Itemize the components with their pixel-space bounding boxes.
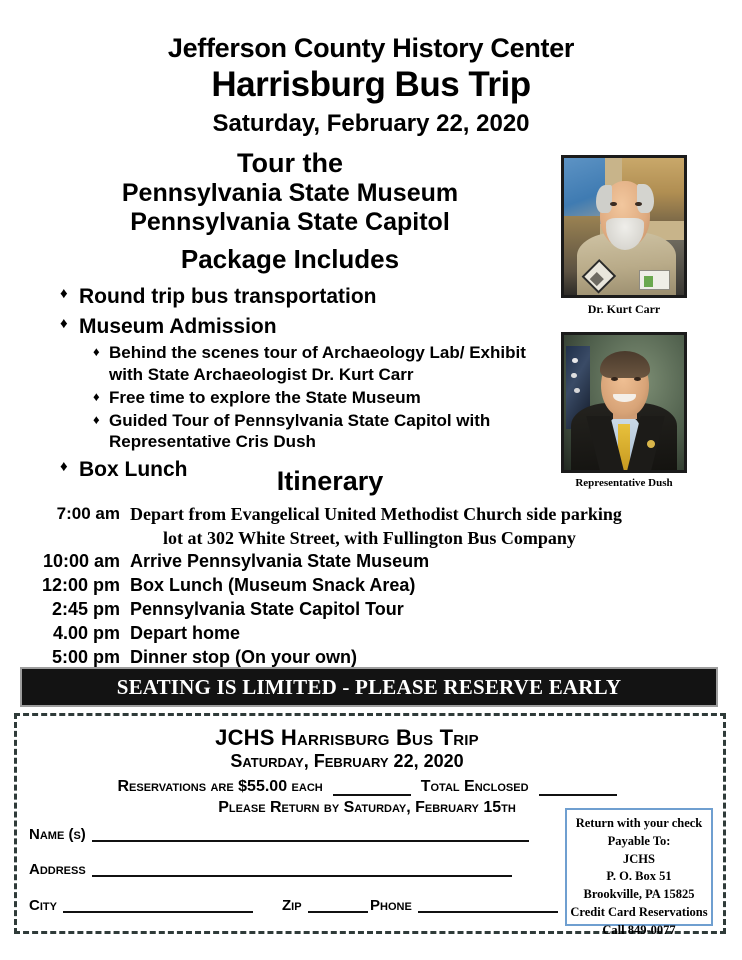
city-input[interactable] xyxy=(63,898,253,913)
seating-limited-banner xyxy=(20,667,718,707)
list-item xyxy=(60,283,560,311)
portrait-hair-left xyxy=(596,185,612,212)
list-item xyxy=(60,342,560,386)
portrait-eye-right xyxy=(634,377,641,381)
itinerary-row xyxy=(0,598,660,622)
payment-line-3: JCHS xyxy=(623,851,655,866)
portrait-name-tag xyxy=(639,270,670,290)
payment-line-1: Return with your check xyxy=(575,816,703,830)
itinerary-heading: Itinerary xyxy=(276,466,384,496)
payment-instructions-box xyxy=(565,808,713,937)
reservations-count-input[interactable] xyxy=(333,782,411,796)
payment-line-7: Call 849-0077 xyxy=(602,922,676,937)
tour-line-2: Pennsylvania State Museum xyxy=(121,179,459,208)
itinerary-time: 7:00 am xyxy=(56,504,120,523)
event-date: Saturday, February 22, 2020 xyxy=(212,110,530,137)
itinerary-time: 12:00 pm xyxy=(41,575,120,596)
name-input[interactable] xyxy=(92,827,529,842)
diamond-bullet-icon: ♦ xyxy=(60,285,68,302)
itinerary-time: 5:00 pm xyxy=(51,647,120,668)
itinerary-row xyxy=(0,622,660,646)
package-includes-heading: Package Includes xyxy=(180,244,400,275)
diamond-bullet-icon: ♦ xyxy=(93,344,100,360)
itinerary-description: Dinner stop (On your own) xyxy=(130,647,357,668)
photo-caption-carr: Dr. Kurt Carr xyxy=(587,302,661,316)
address-label: Address xyxy=(29,861,86,878)
address-field[interactable] xyxy=(29,862,512,877)
phone-label: Phone xyxy=(370,897,412,914)
total-enclosed-label: Total Enclosed xyxy=(420,778,529,795)
portrait-eye-left xyxy=(611,377,618,381)
list-item xyxy=(60,313,560,341)
package-includes-list xyxy=(60,283,560,486)
portrait-image-carr xyxy=(561,155,687,298)
name-label: Name (s) xyxy=(29,826,86,843)
list-item xyxy=(60,410,560,454)
form-title: JCHS Harrisburg Bus Trip xyxy=(215,725,479,750)
phone-input[interactable] xyxy=(418,898,558,913)
itinerary-description: Pennsylvania State Capitol Tour xyxy=(130,599,404,620)
list-item-label: Guided Tour of Pennsylvania State Capitol with Representative Cris Dush xyxy=(109,410,491,452)
list-item-label: Free time to explore the State Museum xyxy=(109,387,421,407)
payment-line-6: Credit Card Reservations xyxy=(570,904,708,919)
list-item-label: Museum Admission xyxy=(79,314,277,338)
diamond-bullet-icon: ♦ xyxy=(60,314,68,332)
list-item xyxy=(60,387,560,409)
reservation-form xyxy=(14,713,726,937)
itinerary-time: 4.00 pm xyxy=(52,623,120,644)
phone-field[interactable] xyxy=(370,898,558,913)
itinerary-row xyxy=(0,503,660,527)
itinerary-description: Depart home xyxy=(130,623,241,644)
itinerary-description: Depart from Evangelical United Methodist Church side parking xyxy=(130,504,622,524)
itinerary-description: Box Lunch (Museum Snack Area) xyxy=(130,575,416,596)
zip-field[interactable] xyxy=(282,898,368,913)
page-title: Harrisburg Bus Trip xyxy=(211,65,531,104)
diamond-bullet-icon: ♦ xyxy=(93,388,100,404)
zip-label: Zip xyxy=(282,897,302,914)
form-subtitle: Saturday, February 22, 2020 xyxy=(230,751,464,771)
itinerary-time: 10:00 am xyxy=(42,551,120,572)
city-field[interactable] xyxy=(29,898,253,913)
form-return-by: Please Return by Saturday, February 15th xyxy=(218,799,516,816)
list-item-label: Box Lunch xyxy=(79,458,188,482)
list-item-label: Round trip bus transportation xyxy=(79,285,377,308)
itinerary-time: 2:45 pm xyxy=(51,599,120,620)
itinerary-list xyxy=(0,503,660,670)
diamond-bullet-icon: ♦ xyxy=(60,458,68,476)
list-item-label: Behind the scenes tour of Archaeology Lab/ Exhibit with State Archaeologist Dr. Kurt Carr xyxy=(109,343,526,385)
itinerary-description-continued: lot at 302 White Street, with Fullington Bus Company xyxy=(163,527,576,548)
tour-line-3: Pennsylvania State Capitol xyxy=(130,207,450,236)
tour-heading-block xyxy=(40,148,540,275)
banner-text: SEATING IS LIMITED - PLEASE RESERVE EARLY xyxy=(116,674,622,699)
payment-line-4: P. O. Box 51 xyxy=(606,869,672,884)
total-enclosed-input[interactable] xyxy=(539,782,617,796)
price-label: Reservations are $55.00 each xyxy=(117,778,323,795)
photo-caption-dush: Representative Dush xyxy=(575,477,673,489)
organization-name: Jefferson County History Center xyxy=(167,33,575,63)
address-input[interactable] xyxy=(92,862,512,877)
itinerary-row xyxy=(0,574,660,598)
zip-input[interactable] xyxy=(308,898,368,913)
payment-line-2: Payable To: xyxy=(607,833,671,848)
itinerary-row xyxy=(0,550,660,574)
diamond-bullet-icon: ♦ xyxy=(93,411,100,427)
tour-line-1: Tour the xyxy=(237,148,343,178)
city-label: City xyxy=(29,897,57,914)
payment-line-5: Brookville, PA 15825 xyxy=(583,887,695,901)
flag-star-3 xyxy=(574,388,580,393)
name-field[interactable] xyxy=(29,827,529,842)
portrait-tag-accent xyxy=(644,276,652,287)
itinerary-description: Arrive Pennsylvania State Museum xyxy=(130,551,430,572)
portrait-image-dush xyxy=(561,332,687,473)
photo-dr-kurt-carr xyxy=(561,155,687,317)
form-price-row xyxy=(17,778,717,796)
